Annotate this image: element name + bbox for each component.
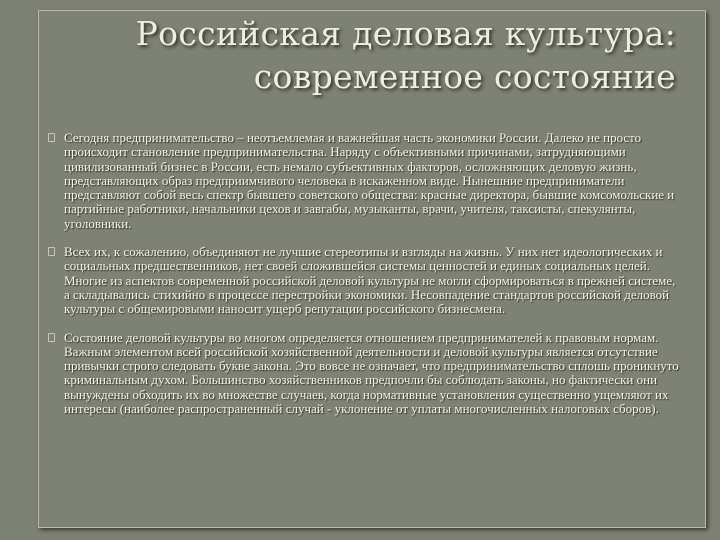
bullet-icon [48,133,55,142]
slide-title [76,12,676,98]
title-line-1: Российская деловая культура: [135,14,676,53]
bullet-icon [48,247,55,256]
paragraph-1 [46,131,684,231]
paragraph-text: Состояние деловой культуры во многом определяется отношением предпринимателей к правовым нормам. Важным элементом всей российской хозяйственной деятельности и деловой культуры является отсутствие привычки строго следовать букве закона. Это вовсе не означает, что предпринимательство сплошь проникнуто криминальным духом. Большинство хозяйственников предпочли бы соблюдать законы, но фактически они вынуждены обходить их во множестве случаев, когда нормативные установления существенно ущемляют их интересы (наиболее распространенный случай - уклонение от уплаты многочисленных налоговых сборов). [64,329,679,417]
paragraph-3 [46,331,684,417]
slide-body [46,131,684,430]
bullet-icon [48,333,55,342]
paragraph-text: Всех их, к сожалению, объединяют не лучшие стереотипы и взгляды на жизнь. У них нет идеологических и социальных предшественников, нет своей сложившейся системы ценностей и единых социальных целей. Многие из аспектов современной российской деловой культуры не могли сформироваться в прежней системе, а складывались стихийно в процессе перестройки экономики. Несовпадение стандартов российской деловой культуры с общемировыми наносит ущерб репутации российского бизнесмена. [64,244,676,317]
paragraph-text: Сегодня предпринимательство – неотъемлемая и важнейшая часть экономики России. Далеко не просто происходит становление предпринимательства. Наряду с объективными причинами, затрудняющими цивилизованный бизнес в России, есть немало субъективных факторов, осложняющих деловую жизнь, представляющих образ предприимчивого человека в искаженном виде. Нынешние предприниматели представляют собой весь спектр бывшего советского общества: красные директора, бывшие комсомольские и партийные работники, начальники цехов и завгабы, музыканты, врачи, учителя, таксисты, спекулянты, уголовники. [64,130,675,231]
title-line-2: современное состояние [253,57,676,96]
paragraph-2 [46,245,684,316]
